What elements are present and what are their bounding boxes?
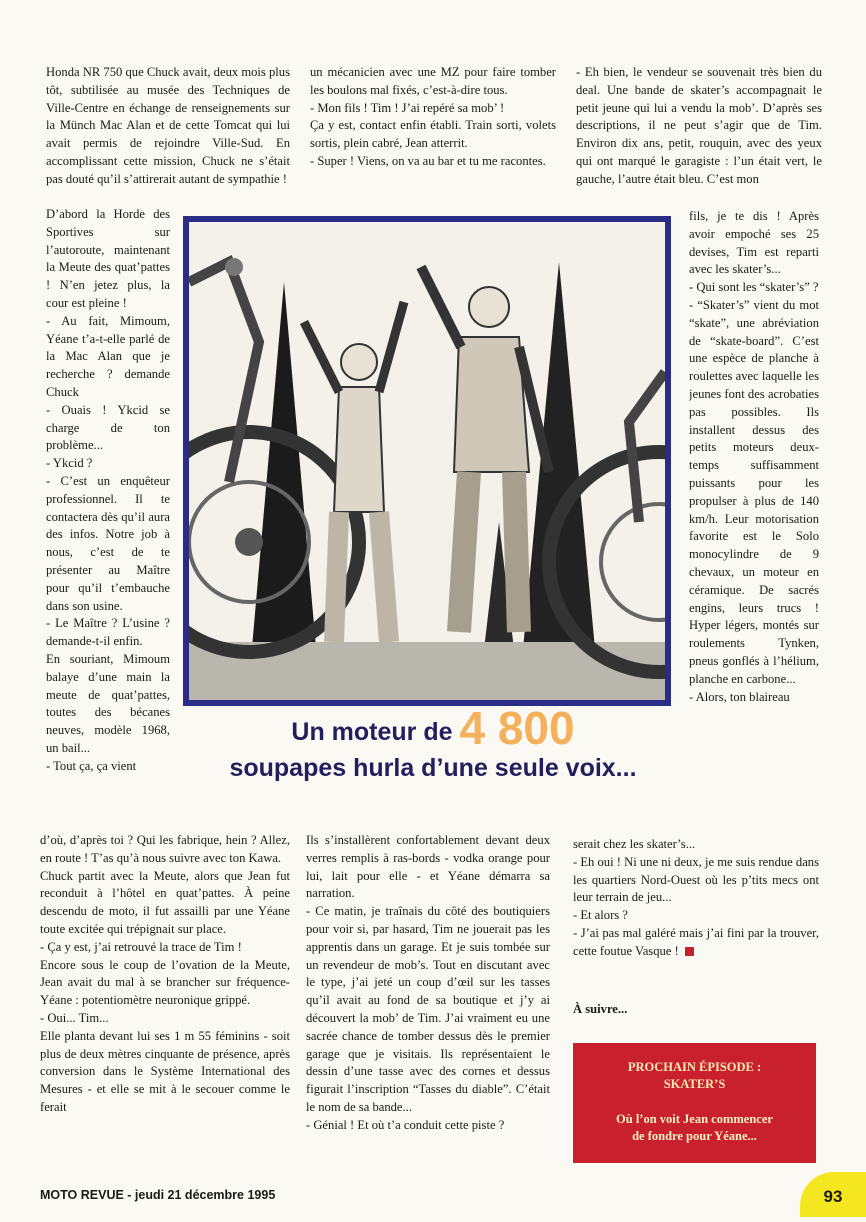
footer-issue: MOTO REVUE - jeudi 21 décembre 1995 xyxy=(40,1188,276,1202)
end-mark-icon xyxy=(685,947,694,956)
paragraph: Ils s’installèrent confortablement devant deux verres remplis à ras-bords - vodka orange pour lui, lait pour elle - et Yéane démarra sa narration. xyxy=(306,833,550,901)
illustration-drawing xyxy=(189,222,665,700)
paragraph: - Ce matin, je traînais du côté des boutiquiers pour voir si, par hasard, Tim ne jouerait pas les apprentis dans un garage. Et je suis tombée sur un revendeur de mob’s. Tout en discutant avec le type, j’ai jeté un coup d’œil sur les tasses qu’il avait au fond de sa boutique et j’y ai découvert la mob’ de Tim. J’ai vraiment eu une sacrée chance de tomber dessus dès le premier garage que je visitais. Ils représentaient le dessin d’une tasse avec des cornes et dessus figurait l’inscription “Tasses du diable”. C’était le nom de sa bande... xyxy=(306,904,550,1114)
headline-line-2: soupapes hurla d’une seule voix... xyxy=(229,754,637,782)
paragraph: - Génial ! Et où t’a conduit cette piste ? xyxy=(306,1117,505,1132)
comic-illustration xyxy=(183,216,671,706)
paragraph: - Mon fils ! Tim ! J’ai repéré sa mob’ ! xyxy=(310,100,505,115)
paragraph: d’où, d’après toi ? Qui les fabrique, hein ? Allez, en route ! T’as qu’à nous suivre avec ton Kawa. xyxy=(40,833,290,865)
paragraph: Elle planta devant lui ses 1 m 55 féminins - soit plus de deux mètres cinquante de présence, après conversion dans le Système International des Mesures - et elle se mit à le secouer comme le ferait xyxy=(40,1028,290,1114)
paragraph: Encore sous le coup de l’ovation de la Meute, Jean avait du mal à se brancher sur fréquence-Yéane : potentiomètre neuronique grippé. xyxy=(40,957,290,1008)
paragraph: - Ykcid ? xyxy=(46,456,93,471)
paragraph: - Oui... Tim... xyxy=(40,1010,109,1025)
paragraph: - Eh oui ! Ni une ni deux, je me suis rendue dans les quartiers Nord-Ouest où les p’tits mecs ont leur terrain de jeu... xyxy=(573,854,819,905)
paragraph: - Au fait, Mimoum, Yéane t’a-t-elle parlé de la Mac Alan que je recherche ? demande Chuck xyxy=(46,313,170,399)
column-2-top xyxy=(310,64,556,209)
paragraph: serait chez les skater’s... xyxy=(573,837,696,851)
paragraph: - Eh bien, le vendeur se souvenait très bien du deal. Une bande de skater’s accompagnait le petit jeune qui lui a vendu la mob’. D’après ses descriptions, il ne peut s’agir que de Tim. Environ dix ans, petit, rouquin, avec des yeux qui ont marqué le garagiste : l’un était vert, le gauche, l’autre était bleu. C’est mon xyxy=(576,65,822,186)
paragraph: Ça y est, contact enfin établi. Train sorti, volets sortis, plein cabré, Jean atterrit. xyxy=(310,118,556,151)
next-episode-teaser-2: de fondre pour Yéane... xyxy=(632,1129,757,1143)
pull-quote-headline xyxy=(183,702,683,786)
page-number: 93 xyxy=(800,1172,866,1217)
column-3-bottom xyxy=(573,836,819,981)
paragraph: - Alors, ton blaireau xyxy=(689,689,790,704)
paragraph: - Le Maître ? L’usine ? demande-t-il enfin. xyxy=(46,616,170,649)
headline-number: 4 800 xyxy=(459,702,575,754)
paragraph-last: - J’ai pas mal galéré mais j’ai fini par la trouver, cette foutue Vasque ! xyxy=(573,925,819,958)
paragraph: D’abord la Horde des Sportives sur l’autoroute, maintenant la Meute des quat’pattes ! N’en jetez plus, la cour est pleine ! xyxy=(46,207,170,310)
column-1-narrow xyxy=(46,206,170,826)
paragraph: - Ça y est, j’ai retrouvé la trace de Tim ! xyxy=(40,939,242,954)
paragraph: - Tout ça, ça vient xyxy=(46,758,137,773)
paragraph: - Super ! Viens, on va au bar et tu me racontes. xyxy=(310,153,546,168)
paragraph: - Et alors ? xyxy=(573,908,628,923)
paragraph: En souriant, Mimoum balaye d’une main la meute de quat’pattes, toutes des bécanes neuves, modèle 1968, un bail... xyxy=(46,651,170,755)
paragraph: Chuck partit avec la Meute, alors que Jean fut reconduit à l’hôtel en quat’pattes. À peine descendu de moto, il fut assailli par une Yéane toute excitée qui trépignait sur place. xyxy=(40,868,290,936)
paragraph: fils, je te dis ! Après avoir empoché ses 25 devises, Tim est reparti avec les skater’s... xyxy=(689,209,819,277)
paragraph: un mécanicien avec une MZ pour faire tomber les boulons mal fixés, c’est-à-dire tous. xyxy=(310,65,556,97)
column-3-top xyxy=(576,64,822,209)
paragraph: - Qui sont les “skater’s” ? xyxy=(689,280,819,295)
column-1-bottom xyxy=(40,832,290,1162)
paragraph: - C’est un enquêteur professionnel. Il te contactera dès qu’il aura des infos. Notre job à nous, c’est de te présenter au Maître pour qu’il t’embauche dans son usine. xyxy=(46,473,170,613)
next-episode-teaser-1: Où l’on voit Jean commencer xyxy=(616,1112,773,1126)
to-be-continued: À suivre... xyxy=(573,1002,628,1016)
next-episode-title-1: PROCHAIN ÉPISODE : xyxy=(627,1060,762,1074)
column-3-narrow xyxy=(689,208,819,835)
next-episode-title-2: SKATER’S xyxy=(663,1077,726,1091)
paragraph: - Ouais ! Ykcid se charge de ton problème... xyxy=(46,402,170,453)
paragraph: - “Skater’s” vient du mot “skate”, une abréviation de “skate-board”. C’est une espèce de planche à roulettes avec laquelle les jeunes font des acrobaties pas possibles. Ils installent dessus des petits moteurs deux-temps suffisamment puissants pour les propulser à plus de 140 km/h. Leur motorisation favorite est le Solo monocylindre de 9 chevaux, un moteur en céramique. De sacrés engins, leurs trucs ! Hyper légers, montés sur roulements Tynken, pneus gonflés à l’hélium, planche en carbone... xyxy=(689,297,819,686)
paragraph: Honda NR 750 que Chuck avait, deux mois plus tôt, subtilisée au musée des Techniques de Ville-Centre en échange de renseignements sur la Münch Mac Alan et de cette Tomcat qui lui avait permis de rejoindre Ville-Sud. En accomplissant cette mission, Chuck ne s’était pas douté qu’il s’attirerait autant de sympathie ! xyxy=(46,65,290,186)
column-1-top xyxy=(46,64,290,189)
headline-line-1: Un moteur de 4 800 xyxy=(291,702,575,754)
column-2-bottom xyxy=(306,832,550,1168)
next-episode-box xyxy=(573,1043,816,1163)
